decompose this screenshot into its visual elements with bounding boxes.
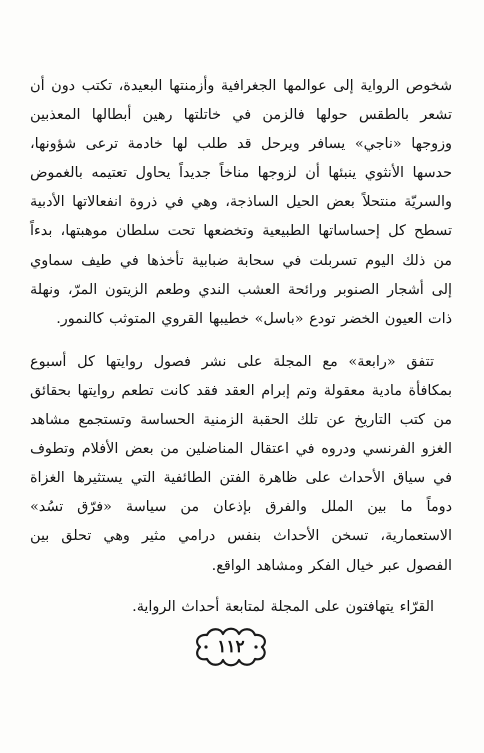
body-text	[30, 72, 452, 622]
paragraph-3: القرّاء يتهافتون على المجلة لمتابعة أحداث الرواية.	[132, 598, 434, 615]
page-number-ornament	[193, 626, 269, 668]
paragraph-2: تتفق «رابعة» مع المجلة على نشر فصول روايتها كل أسبوع بمكافأة مادية معقولة وتم إبرام العقد فقد كانت تطعم روايتها بحقائق من كتب التاريخ عن تلك الحقبة الزمنية الحساسة وتستجمع مشاهد الغزو الفرنسي ودروه في اعتقال المناضلين من بعض الأفلام وتطوف في سياق الأحداث على ظاهرة الفتن الطائفية التي يستثيرها الغزاة دوماً ما بين الملل والفرق بإذعان من سياسة «فرّق تسُد» الاستعمارية، تسخن الأحداث بنفس درامي مثير وهي تحلق بين الفصول عبر خيال الفكر ومشاهد الواقع.	[30, 353, 452, 574]
paragraph-1: شخوص الرواية إلى عوالمها الجغرافية وأزمنتها البعيدة، تكتب دون أن تشعر بالطقس حولها فالزمن في خاتلتها رهين أبطالها المعذبين وزوجها «ناجي» يسافر ويرحل قد طلب لها خادمة ترعى شؤونها، حدسها الأنثوي ينبئها أن لزوجها مناخاً جديداً يحاول تعتيمه بالغموض والسريّة منتحلاً بعض الحيل الساذجة، وهي في ذروة انفعالاتها الأدبية تسطح كل إحساساتها الطبيعية وتخضعها تحت سلطان موهبتها، بدءاً من ذلك اليوم تسربلت في سحابة ضبابية تأخذها في طيف سماوي إلى أشجار الصنوبر ورائحة العشب الندي وطعم الزيتون المرّ، ونهلة ذات العيون الخضر تودع «باسل» خطيبها القروي المتوثب كالنمور.	[30, 78, 452, 327]
page-number: ١١٢	[217, 637, 245, 657]
